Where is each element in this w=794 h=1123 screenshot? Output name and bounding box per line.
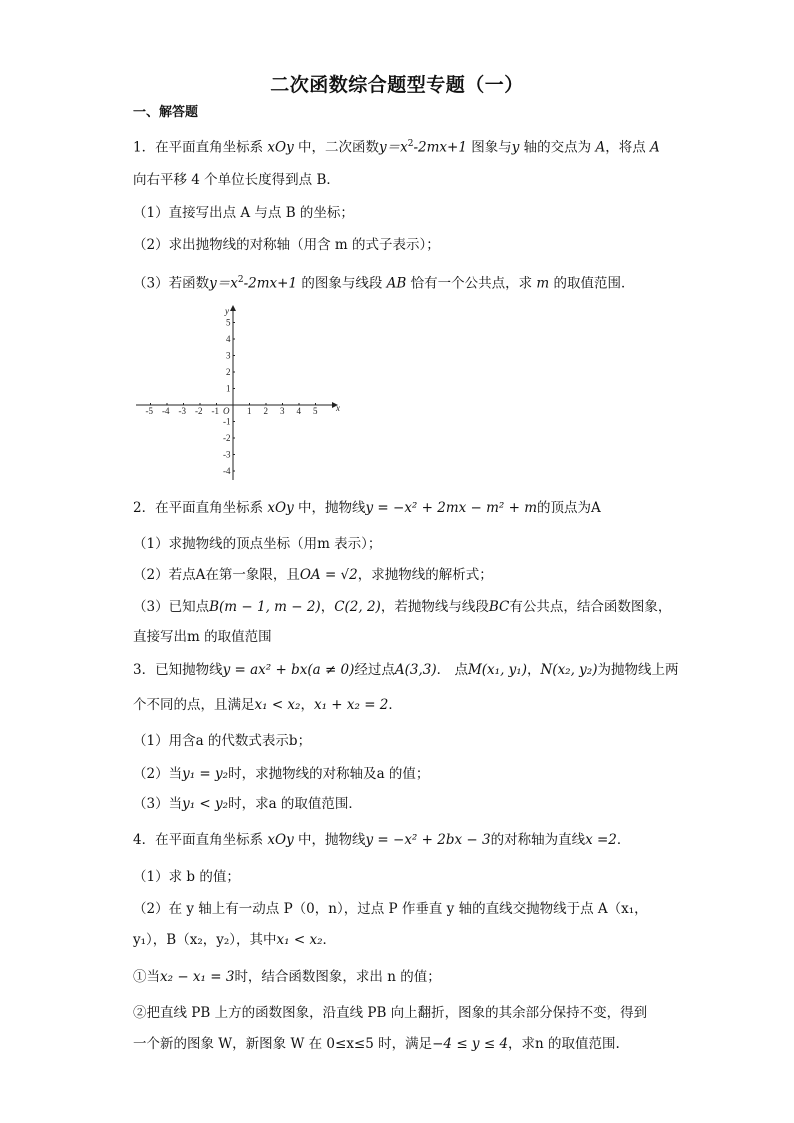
q1-line1: [133, 135, 660, 157]
q3-line2: [133, 696, 402, 714]
q1-func-part: y＝x: [209, 275, 238, 292]
q1-exponent: 2: [237, 275, 244, 285]
q4-case2-line2: [133, 1035, 620, 1053]
q3-formula: N(x₂, y₂): [540, 662, 598, 678]
q1-part2: （2）求出抛物线的对称轴（用含 m 的式子表示）；: [133, 237, 440, 253]
q1-var: A: [650, 139, 660, 156]
q2-text: 中，抛物线: [297, 500, 366, 516]
q2-formula: C(2, 2): [334, 599, 381, 615]
q3-formula: y₁ = y₂: [182, 766, 229, 782]
q1-text: 恰有一个公共点，求: [406, 275, 537, 292]
q4-text: ．: [616, 832, 631, 848]
q1-text: 轴的交点为: [519, 139, 596, 156]
x-tick-label: -3: [178, 406, 186, 416]
q2-part2: [133, 566, 493, 584]
q4-line1: [133, 831, 630, 849]
q2-text: 有公共点，结合函数图象，: [509, 599, 672, 615]
x-tick-label: 1: [247, 406, 252, 416]
q3-text: （3）当: [133, 796, 183, 812]
y-tick-label: 5: [226, 317, 231, 328]
q1-coord-label: xOy: [263, 139, 298, 156]
y-tick-label: -3: [223, 449, 231, 460]
section-heading: 一、解答题: [133, 105, 199, 120]
q2-text: ，若抛物线与线段: [380, 599, 489, 615]
q1-part1: （1）直接写出点 A 与点 B 的坐标；: [133, 205, 354, 221]
q4-text: 一个新的图象 W，新图象 W 在 0≤x≤5 时，满足: [133, 1036, 433, 1052]
q4-text: ①当: [133, 969, 160, 985]
x-tick-label: -2: [195, 406, 203, 416]
q4-formula: x =2: [585, 832, 617, 848]
q3-formula: x₁ < x₂: [254, 697, 301, 713]
q1-var: y: [511, 139, 520, 156]
q3-text: 经过点: [354, 662, 395, 678]
q4-text: 中，抛物线: [297, 832, 366, 848]
q2-text: ，: [320, 599, 335, 615]
q4-text: y₁），B（x₂，y₂），其中: [133, 932, 277, 948]
q1-func-part: -2mx+1: [413, 139, 467, 156]
y-tick-label: 2: [226, 367, 231, 377]
q1-text: （3）若函数: [133, 275, 210, 292]
q2-formula: y = −x² + 2mx − m² + m: [365, 500, 538, 516]
q2-formula: B(m − 1, m − 2): [209, 599, 321, 615]
q3-part2: [133, 765, 429, 783]
q2-line1: [133, 499, 601, 517]
x-tick-label: 5: [313, 406, 318, 416]
q2-text: 2．在平面直角坐标系: [133, 500, 264, 516]
q3-text: ，: [526, 662, 541, 678]
q1-func-part: -2mx+1: [243, 275, 298, 292]
q3-part1: （1）用含a 的代数式表示b；: [133, 733, 312, 749]
q3-text: 个不同的点，且满足: [133, 697, 255, 713]
y-tick-label: -2: [223, 433, 231, 443]
q1-text: 中，二次函数: [297, 139, 379, 156]
q4-part2-line2: [133, 931, 336, 949]
q2-formula: OA = √2: [299, 567, 358, 583]
q1-line2: 向右平移 4 个单位长度得到点 B．: [133, 172, 340, 188]
q1-var: m: [536, 275, 550, 292]
q2-text: 的顶点为A: [537, 500, 601, 516]
x-tick-label: 2: [263, 406, 268, 416]
page-title: 二次函数综合题型专题（一）: [270, 74, 524, 96]
q1-text: 图象与: [466, 139, 512, 156]
q4-formula: −4 ≤ y ≤ 4: [432, 1036, 509, 1052]
q4-part2-line1: （2）在 y 轴上有一动点 P（0，n），过点 P 作垂直 y 轴的直线交抛物线于点 A（x₁，: [133, 901, 648, 917]
q4-case1: [133, 968, 441, 986]
q4-text: 时，结合函数图象，求出 n 的值；: [234, 969, 441, 985]
q1-text: 的图象与线段: [297, 275, 387, 292]
q1-text: 的取值范围．: [549, 275, 635, 292]
q3-text: ，: [300, 697, 314, 713]
q3-text: ． 点: [436, 662, 468, 678]
q4-text: 的对称轴为直线: [490, 832, 586, 848]
q2-text: （3）已知点: [133, 599, 210, 615]
y-tick-label: 1: [226, 383, 231, 394]
q3-part3: [133, 795, 362, 813]
coordinate-plane: [132, 300, 352, 485]
x-tick-label: -4: [162, 406, 170, 416]
y-tick-label: 4: [226, 334, 231, 344]
x-tick-label: -1: [211, 406, 219, 416]
q2-text: ，求抛物线的解析式；: [357, 567, 493, 583]
q1-part3: [133, 271, 635, 293]
q3-formula: y₁ < y₂: [182, 796, 229, 812]
q3-line1: [133, 661, 678, 679]
q4-coord-label: xOy: [263, 832, 298, 848]
q1-text: ，将点: [605, 139, 651, 156]
q1-exponent: 2: [407, 139, 414, 149]
q3-text: 时，求抛物线的对称轴及a 的值；: [228, 766, 430, 782]
origin-label: O: [223, 406, 230, 416]
q3-text: 为抛物线上两: [597, 662, 679, 678]
q3-formula: x₁ + x₂ = 2: [313, 697, 389, 713]
q4-case2-line1: ②把直线 PB 上方的函数图象，沿直线 PB 向上翻折，图象的其余部分保持不变，得到: [133, 1005, 648, 1021]
q2-part3-line2: 直接写出m 的取值范围: [133, 629, 272, 645]
q3-formula: A(3,3): [394, 662, 437, 678]
y-tick-label: 3: [226, 350, 231, 361]
q4-part1: （1）求 b 的值；: [133, 869, 240, 885]
y-tick-label: -4: [223, 466, 231, 476]
q3-formula: M(x₁, y₁): [467, 662, 527, 678]
q4-text: ．: [322, 932, 336, 948]
q4-formula: x₁ < x₂: [276, 932, 323, 948]
q4-formula: x₂ − x₁ = 3: [160, 969, 235, 985]
x-axis-label: x: [336, 403, 340, 413]
q2-text: （2）若点A在第一象限，且: [133, 567, 300, 583]
q4-text: 4．在平面直角坐标系: [133, 832, 264, 848]
q2-var: BC: [488, 599, 510, 615]
q1-text: 1．在平面直角坐标系: [133, 139, 264, 156]
y-axis-label: y: [225, 306, 229, 316]
q2-part3: [133, 598, 671, 616]
q3-text: （2）当: [133, 766, 183, 782]
x-tick-label: -5: [145, 406, 153, 416]
q1-var: A: [595, 139, 606, 156]
q1-var: AB: [386, 275, 407, 292]
x-tick-label: 3: [280, 406, 285, 416]
q3-formula: y = ax² + bx(a ≠ 0): [222, 662, 355, 678]
q3-text: 时，求a 的取值范围．: [228, 796, 362, 812]
x-tick-label: 4: [296, 406, 301, 416]
q2-coord-label: xOy: [263, 500, 298, 516]
q3-text: ．: [388, 697, 402, 713]
q3-text: 3．已知抛物线: [133, 662, 223, 678]
q4-text: ，求n 的取值范围.: [508, 1036, 620, 1052]
q2-part1: （1）求抛物线的顶点坐标（用m 表示）；: [133, 536, 382, 552]
q4-formula: y = −x² + 2bx − 3: [365, 832, 491, 848]
y-tick-label: -1: [223, 416, 231, 427]
q1-func-part: y＝x: [378, 139, 408, 156]
